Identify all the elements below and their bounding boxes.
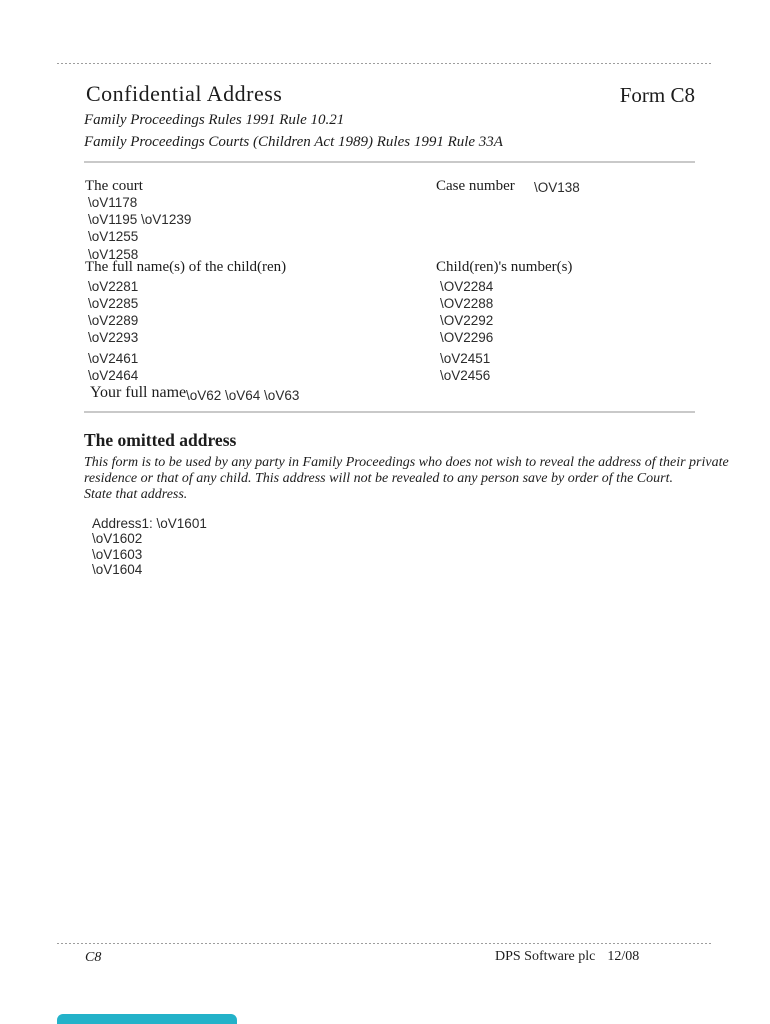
child-name-field[interactable]: \oV2464 xyxy=(88,368,139,383)
court-label: The court xyxy=(85,178,143,194)
page-title: Confidential Address xyxy=(86,81,283,106)
your-full-name-label: Your full name xyxy=(90,384,187,401)
rules-subtitle-line2: Family Proceedings Courts (Children Act 1989) Rules 1991 Rule 33A xyxy=(84,134,503,150)
address-field-line[interactable]: \oV1602 xyxy=(92,531,143,547)
footer-form-code: C8 xyxy=(85,950,102,965)
children-numbers-group1 xyxy=(440,278,493,346)
court-field-line[interactable]: \oV1195 \oV1239 xyxy=(88,212,192,228)
address-field-line[interactable]: \oV1603 xyxy=(92,546,143,562)
child-name-field[interactable]: \oV2293 xyxy=(88,330,139,345)
footer-publisher-row xyxy=(495,949,639,965)
children-numbers-label: Child(ren)'s number(s) xyxy=(436,259,573,275)
child-number-field[interactable]: \OV2288 xyxy=(440,296,494,311)
case-number-label: Case number xyxy=(436,178,515,194)
child-name-field[interactable]: \oV2285 xyxy=(88,296,139,311)
form-code-label: Form C8 xyxy=(619,83,695,107)
address-field-line[interactable]: Address1: \oV1601 xyxy=(92,516,207,531)
child-name-field[interactable]: \oV2281 xyxy=(88,279,139,294)
instruction-line: State that address. xyxy=(84,487,188,502)
omitted-address-fields xyxy=(92,516,207,577)
footer-dotted-divider xyxy=(57,943,712,944)
child-number-field[interactable]: \oV2456 xyxy=(440,368,491,383)
omitted-address-heading: The omitted address xyxy=(84,430,237,450)
omitted-address-instructions xyxy=(84,455,729,503)
footer-date: 12/08 xyxy=(607,949,640,964)
instruction-line: residence or that of any child. This address will not be revealed to any person save by order of the Court. xyxy=(84,471,673,486)
children-names-group2 xyxy=(88,350,138,384)
instruction-line: This form is to be used by any party in Family Proceedings who does not wish to reveal the address of their private xyxy=(84,455,729,470)
address-field-line[interactable]: \oV1604 xyxy=(92,561,143,577)
children-names-group1 xyxy=(88,278,138,346)
children-numbers-group2 xyxy=(440,350,490,384)
child-name-field[interactable]: \oV2461 xyxy=(88,351,139,366)
case-number-field[interactable]: \OV138 xyxy=(534,180,580,195)
section-divider xyxy=(84,411,695,413)
your-full-name-field[interactable]: \oV62 \oV64 \oV63 xyxy=(186,388,300,403)
top-dotted-divider xyxy=(57,63,712,64)
court-field-line[interactable]: \oV1178 xyxy=(88,195,138,210)
header-divider xyxy=(84,161,695,163)
child-number-field[interactable]: \OV2296 xyxy=(440,330,494,345)
child-name-field[interactable]: \oV2289 xyxy=(88,313,139,328)
court-field-line[interactable]: \oV1258 xyxy=(88,246,139,262)
children-names-label: The full name(s) of the child(ren) xyxy=(85,259,287,275)
court-field-lines xyxy=(88,194,191,263)
footer-publisher: DPS Software plc xyxy=(495,949,596,964)
child-number-field[interactable]: \oV2451 xyxy=(440,351,491,366)
child-number-field[interactable]: \OV2284 xyxy=(440,279,494,294)
child-number-field[interactable]: \OV2292 xyxy=(440,313,494,328)
court-field-line[interactable]: \oV1255 xyxy=(88,229,139,245)
bottom-accent-bar xyxy=(57,1014,237,1024)
rules-subtitle-line1: Family Proceedings Rules 1991 Rule 10.21 xyxy=(84,112,345,128)
